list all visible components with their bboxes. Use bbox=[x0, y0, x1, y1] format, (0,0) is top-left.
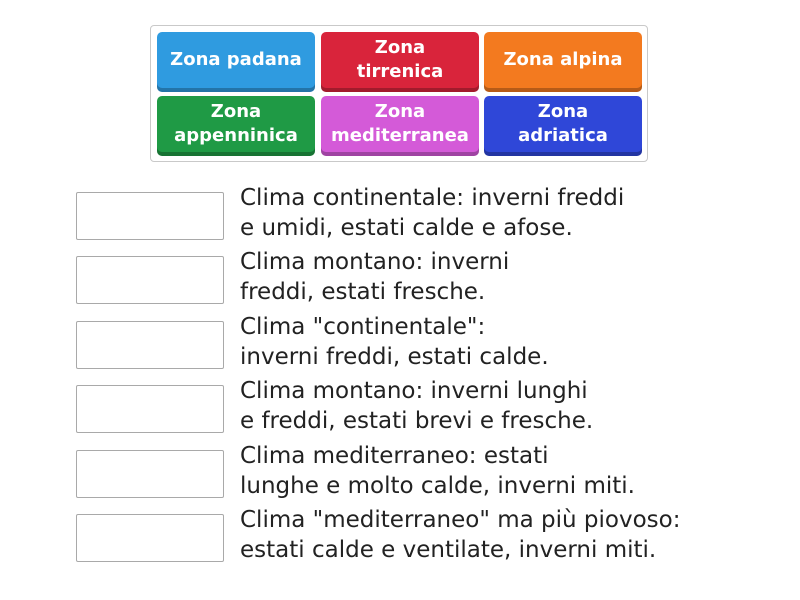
drop-slot-4[interactable] bbox=[76, 385, 224, 433]
answer-bank bbox=[150, 25, 648, 162]
match-row-1 bbox=[0, 182, 800, 242]
tile-zona-adriatica[interactable]: Zona adriatica bbox=[484, 96, 642, 156]
tile-zona-padana[interactable]: Zona padana bbox=[157, 32, 315, 92]
description-1: Clima continentale: inverni freddi e umidi, estati calde e afose. bbox=[240, 185, 625, 241]
drop-slot-2[interactable] bbox=[76, 256, 224, 304]
description-4: Clima montano: inverni lunghi e freddi, estati brevi e fresche. bbox=[240, 378, 594, 434]
description-5: Clima mediterraneo: estati lunghe e molto calde, inverni miti. bbox=[240, 443, 635, 499]
description-6: Clima "mediterraneo" ma più piovoso: estati calde e ventilate, inverni miti. bbox=[240, 507, 681, 563]
description-2: Clima montano: inverni freddi, estati fresche. bbox=[240, 249, 510, 305]
drop-slot-1[interactable] bbox=[76, 192, 224, 240]
drop-slot-5[interactable] bbox=[76, 450, 224, 498]
match-row-6 bbox=[0, 504, 800, 564]
match-row-3 bbox=[0, 311, 800, 371]
match-row-2 bbox=[0, 246, 800, 306]
tile-zona-alpina[interactable]: Zona alpina bbox=[484, 32, 642, 92]
tile-zona-tirrenica[interactable]: Zona tirrenica bbox=[321, 32, 479, 92]
tile-zona-mediterranea[interactable]: Zona mediterranea bbox=[321, 96, 479, 156]
drop-slot-3[interactable] bbox=[76, 321, 224, 369]
drop-slot-6[interactable] bbox=[76, 514, 224, 562]
description-3: Clima "continentale": inverni freddi, estati calde. bbox=[240, 314, 549, 370]
match-row-5 bbox=[0, 440, 800, 500]
tile-zona-appenninica[interactable]: Zona appenninica bbox=[157, 96, 315, 156]
match-row-4 bbox=[0, 375, 800, 435]
